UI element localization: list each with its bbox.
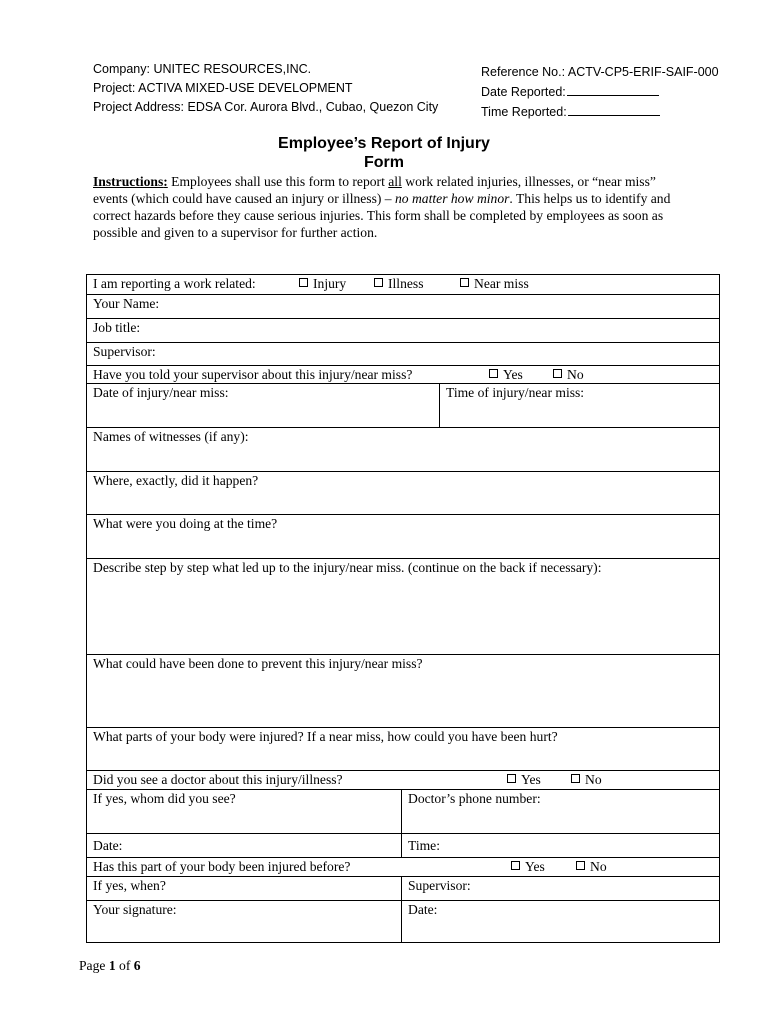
signature-row (87, 901, 719, 942)
time-of-injury-field[interactable] (439, 384, 719, 427)
if-yes-when-label: If yes, when? (93, 878, 166, 893)
reporting-type-row (87, 275, 719, 295)
form-title (0, 134, 768, 172)
job-title-label: Job title: (93, 320, 141, 335)
doctor-time-label: Time: (408, 838, 440, 853)
page-word: Page (79, 958, 106, 973)
instructions-text-3: . This helps us to identify and correct hazards before they cause serious injuries. This form shall be completed by employees as soon as possible and given to a supervisor for further action. (93, 191, 671, 240)
injured-before-no-checkbox[interactable] (576, 859, 607, 875)
checkbox-icon (511, 861, 520, 870)
doctor-phone-label: Doctor’s phone number: (408, 791, 541, 806)
current-page: 1 (108, 958, 116, 973)
instructions-label: Instructions (93, 174, 164, 189)
reporting-type-label: I am reporting a work related: (93, 276, 256, 291)
whom-label: If yes, whom did you see? (93, 791, 236, 806)
page-number (79, 958, 141, 974)
injured-before-row (87, 858, 719, 877)
no-label: No (567, 367, 584, 382)
body-parts-field[interactable] (87, 728, 719, 771)
checkbox-icon (374, 278, 383, 287)
doctor-row (87, 790, 719, 834)
company-info (93, 60, 438, 117)
supervisor-field[interactable] (87, 343, 719, 366)
told-supervisor-yes-checkbox[interactable] (489, 367, 523, 383)
prevent-field[interactable] (87, 655, 719, 728)
near-miss-option-label: Near miss (474, 276, 529, 291)
no-label: No (590, 859, 607, 874)
doctor-date-label: Date: (93, 838, 123, 853)
form-title-line1: Employee’s Report of Injury (278, 135, 490, 152)
yes-label: Yes (503, 367, 523, 382)
doing-field[interactable] (87, 515, 719, 559)
instructions-text-1: Employees shall use this form to report (167, 174, 389, 189)
told-supervisor-no-checkbox[interactable] (553, 367, 584, 383)
report-meta (481, 62, 719, 122)
date-time-row (87, 834, 719, 858)
date-of-injury-label: Date of injury/near miss: (93, 385, 229, 400)
total-pages: 6 (133, 958, 141, 973)
date-reported (481, 82, 719, 102)
of-word: of (119, 958, 131, 973)
injured-before-yes-checkbox[interactable] (511, 859, 545, 875)
witnesses-field[interactable] (87, 428, 719, 472)
project-name: Project: ACTIVA MIXED-USE DEVELOPMENT (93, 81, 353, 95)
signature-label: Your signature: (93, 902, 177, 917)
describe-label: Describe step by step what led up to the injury/near miss. (continue on the back if necessary): (93, 560, 602, 575)
signature-date-field[interactable] (401, 901, 719, 942)
supervisor-2-label: Supervisor: (408, 878, 471, 893)
see-doctor-yes-checkbox[interactable] (507, 772, 541, 788)
your-name-label: Your Name: (93, 296, 160, 311)
where-label: Where, exactly, did it happen? (93, 473, 259, 488)
when-supervisor-row (87, 877, 719, 901)
doctor-phone-field[interactable] (401, 790, 719, 833)
instructions (93, 173, 673, 241)
time-reported-field[interactable] (568, 103, 660, 116)
near-miss-checkbox[interactable] (460, 276, 529, 292)
whom-field[interactable] (87, 790, 401, 833)
checkbox-icon (489, 369, 498, 378)
checkbox-icon (553, 369, 562, 378)
told-supervisor-row (87, 366, 719, 384)
reference-number: Reference No.: ACTV-CP5-ERIF-SAIF-000 (481, 65, 719, 79)
instructions-all: all (388, 174, 402, 189)
project-address: Project Address: EDSA Cor. Aurora Blvd., Cubao, Quezon City (93, 100, 439, 114)
injured-before-label: Has this part of your body been injured before? (93, 859, 351, 874)
injury-checkbox[interactable] (299, 276, 346, 292)
checkbox-icon (299, 278, 308, 287)
illness-option-label: Illness (388, 276, 424, 291)
checkbox-icon (460, 278, 469, 287)
your-name-field[interactable] (87, 295, 719, 319)
prevent-label: What could have been done to prevent this injury/near miss? (93, 656, 423, 671)
date-time-injury-row (87, 384, 719, 428)
company-name: Company: UNITEC RESOURCES,INC. (93, 62, 312, 76)
signature-field[interactable] (87, 901, 401, 942)
describe-field[interactable] (87, 559, 719, 655)
see-doctor-row (87, 771, 719, 790)
instructions-colon: : (163, 174, 168, 189)
injury-report-form (86, 274, 720, 943)
injury-option-label: Injury (313, 276, 347, 291)
body-parts-label: What parts of your body were injured? If a near miss, how could you have been hurt? (93, 729, 558, 744)
time-reported (481, 102, 719, 122)
instructions-text-2: work related injuries, illnesses, or “near miss” events (which could have caused an injury or illness) – (93, 174, 656, 206)
no-label: No (585, 772, 602, 787)
signature-date-label: Date: (408, 902, 438, 917)
see-doctor-no-checkbox[interactable] (571, 772, 602, 788)
supervisor-2-field[interactable] (401, 877, 719, 900)
time-reported-label: Time Reported: (481, 105, 567, 119)
date-reported-field[interactable] (567, 83, 659, 96)
checkbox-icon (507, 774, 516, 783)
supervisor-label: Supervisor: (93, 344, 156, 359)
where-field[interactable] (87, 472, 719, 515)
date-of-injury-field[interactable] (87, 384, 439, 427)
instructions-emphasis: no matter how minor (395, 191, 510, 206)
told-supervisor-label: Have you told your supervisor about this injury/near miss? (93, 367, 413, 382)
illness-checkbox[interactable] (374, 276, 424, 292)
form-title-line2: Form (364, 154, 404, 171)
doctor-time-field[interactable] (401, 834, 719, 857)
if-yes-when-field[interactable] (87, 877, 401, 900)
checkbox-icon (571, 774, 580, 783)
checkbox-icon (576, 861, 585, 870)
yes-label: Yes (525, 859, 545, 874)
job-title-field[interactable] (87, 319, 719, 343)
doing-label: What were you doing at the time? (93, 516, 278, 531)
date-reported-label: Date Reported: (481, 85, 566, 99)
see-doctor-label: Did you see a doctor about this injury/illness? (93, 772, 343, 787)
yes-label: Yes (521, 772, 541, 787)
time-of-injury-label: Time of injury/near miss: (446, 385, 585, 400)
witnesses-label: Names of witnesses (if any): (93, 429, 249, 444)
doctor-date-field[interactable] (87, 834, 401, 857)
